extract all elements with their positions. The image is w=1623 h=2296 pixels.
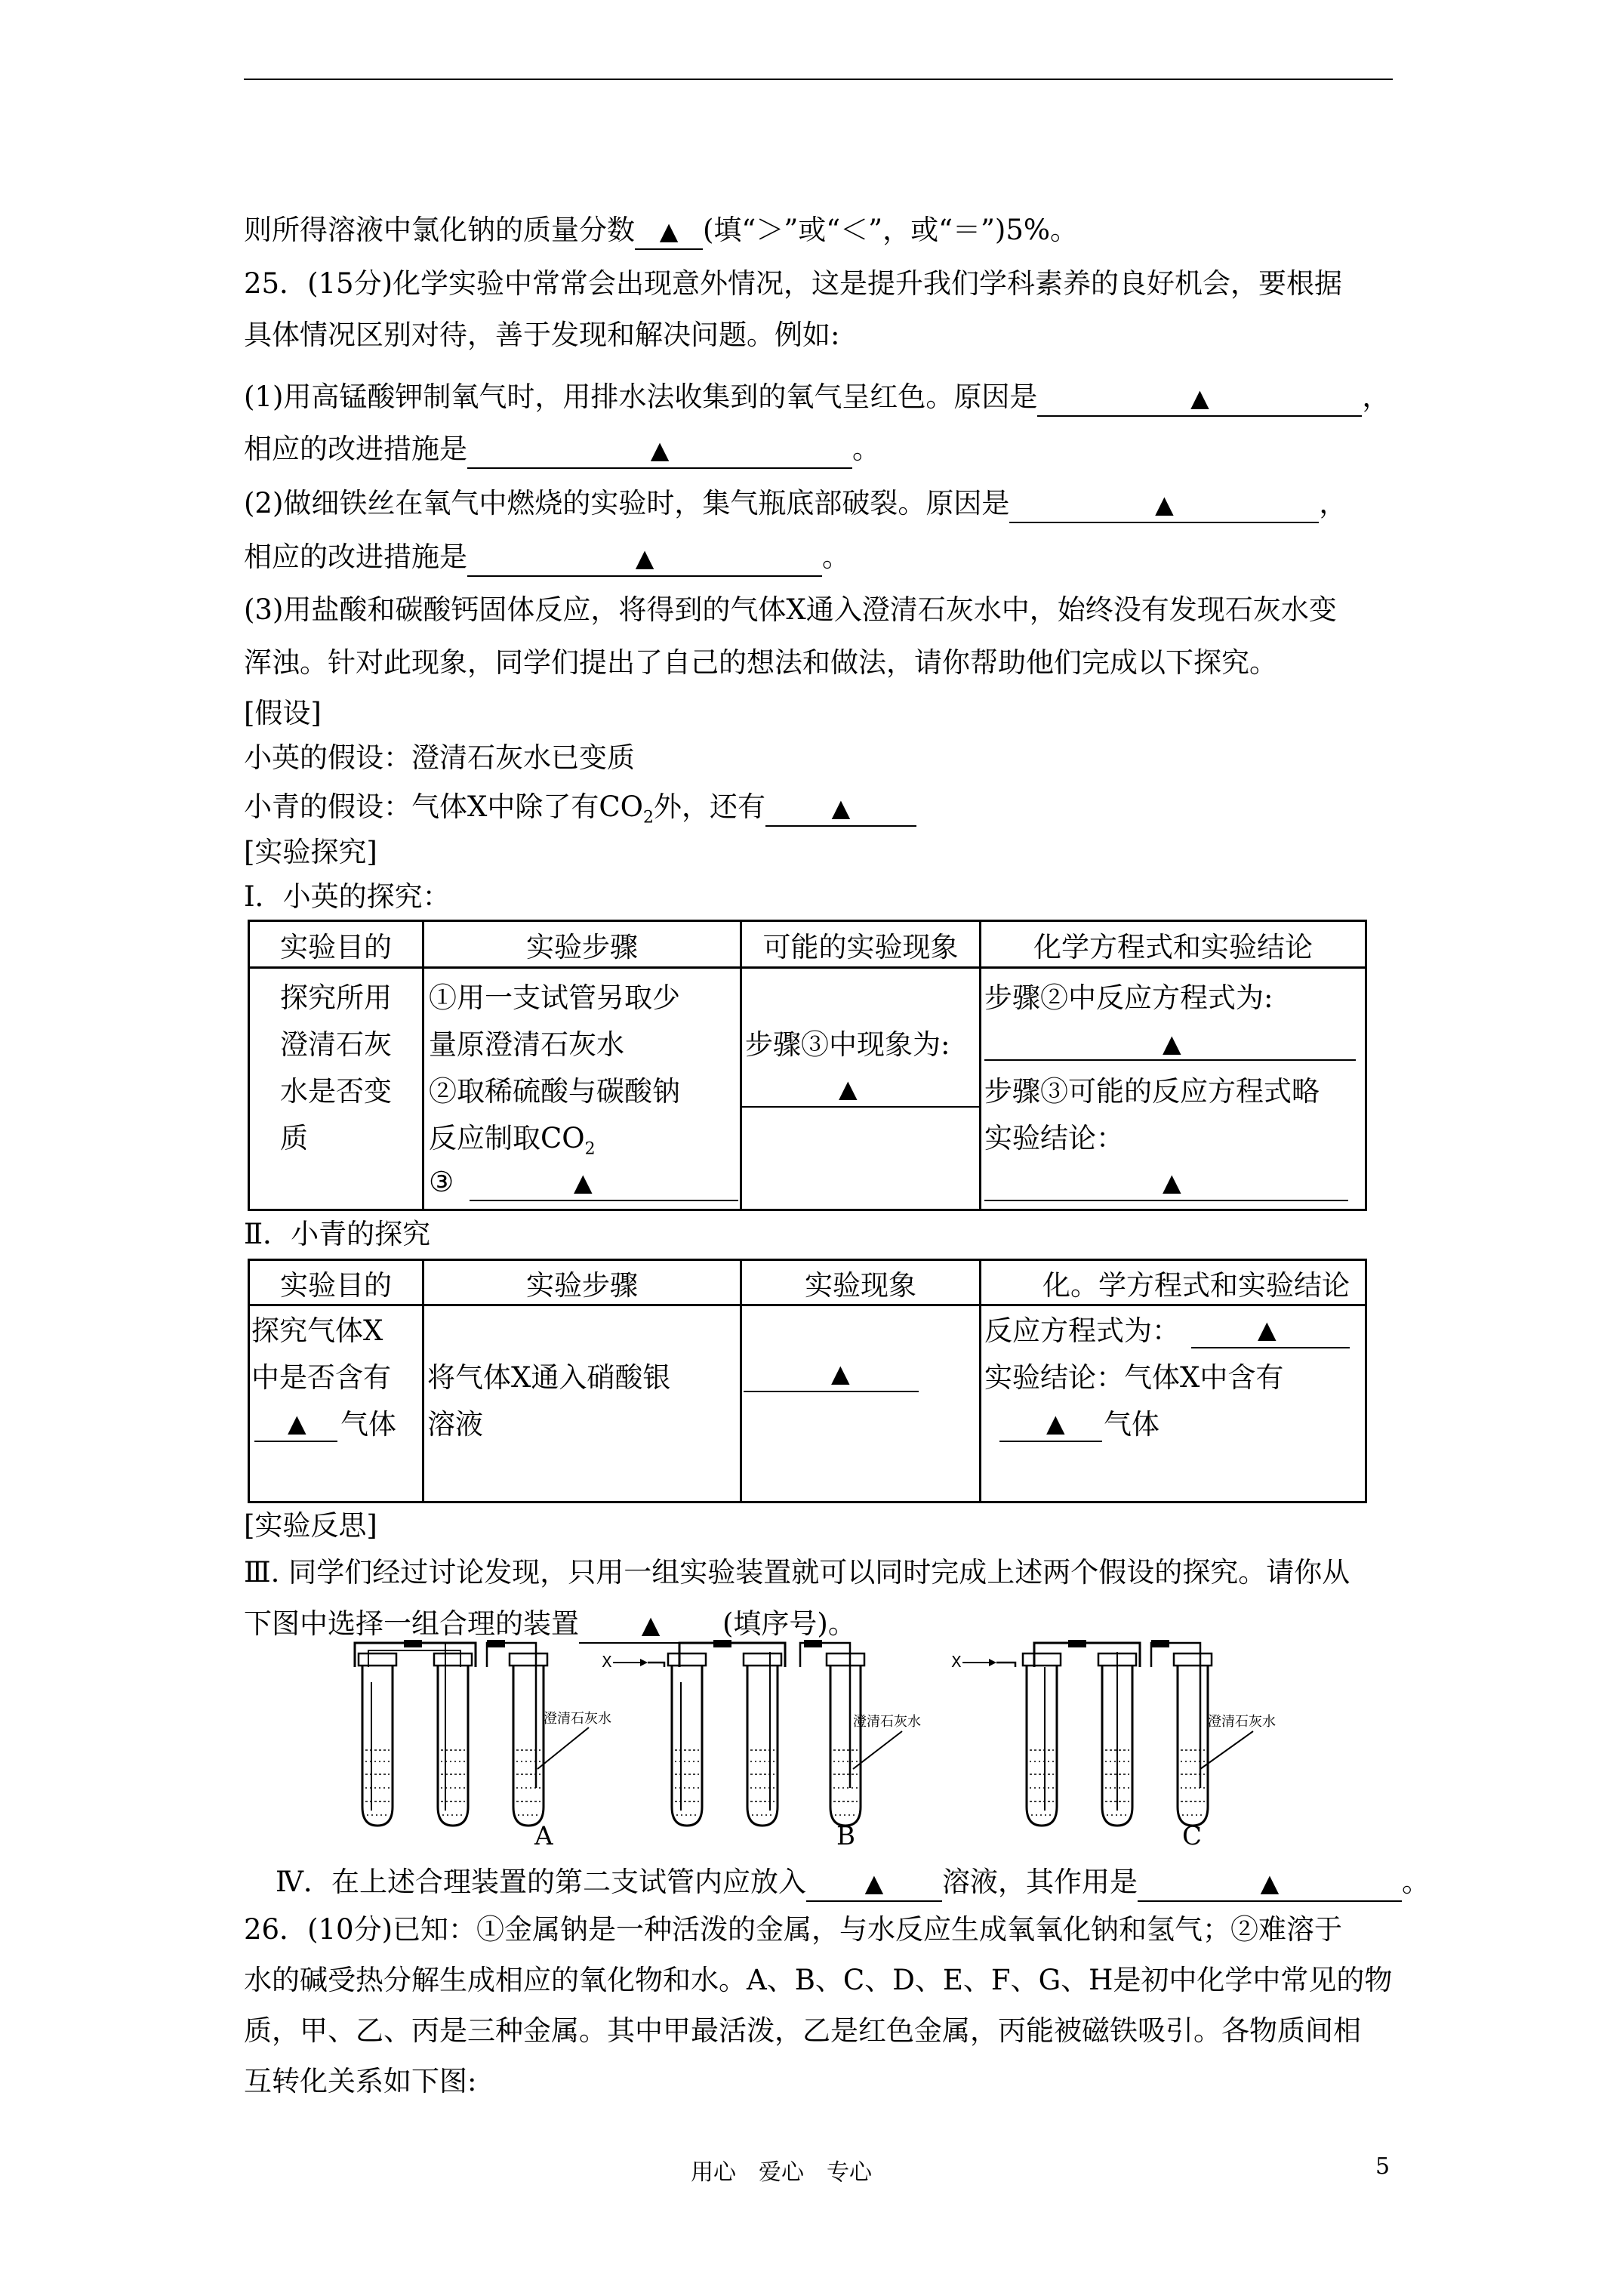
- q25-p1a: [244, 380, 1390, 417]
- page-number: 5: [1375, 2153, 1390, 2180]
- th-steps: 实验步骤: [423, 1260, 741, 1305]
- blank-triangle-icon: ▲: [1163, 1029, 1181, 1058]
- blank-triangle-icon: ▲: [659, 217, 679, 245]
- purpose-line: 中是否含有: [251, 1361, 391, 1394]
- q25-p3a: (3)用盐酸和碳酸钙固体反应，将得到的气体X通入澄清石灰水中，始终没有发现石灰水变: [244, 593, 1337, 626]
- part1-title: Ⅰ．小英的探究：: [244, 880, 451, 913]
- blank-triangle-icon: ▲: [288, 1409, 306, 1438]
- comma: ，: [1319, 487, 1347, 519]
- blank-triangle-icon: ▲: [635, 544, 654, 572]
- purpose-line: 水是否变: [280, 1075, 392, 1108]
- blank-triangle-icon: ▲: [1190, 384, 1209, 412]
- answer-underline[interactable]: [984, 1059, 1356, 1061]
- purpose-line: 探究所用: [280, 982, 392, 1014]
- step-line: ②取稀硫酸与碳酸钠: [429, 1075, 680, 1108]
- answer-underline[interactable]: [470, 1200, 738, 1201]
- header-rule: [244, 79, 1393, 80]
- cell-steps: [423, 1305, 741, 1502]
- reflect-p4-text: Ⅳ．在上述合理装置的第二支试管内应放入: [276, 1866, 806, 1898]
- blank-triangle-icon: ▲: [641, 1610, 661, 1639]
- answer-blank[interactable]: [467, 540, 822, 577]
- assume-1: 小英的假设：澄清石灰水已变质: [244, 741, 635, 774]
- blank-triangle-icon: ▲: [650, 436, 670, 464]
- blank-triangle-icon: ▲: [1163, 1168, 1181, 1197]
- explore-heading: [实验探究]: [244, 836, 377, 868]
- part2-title: Ⅱ．小青的探究: [244, 1218, 431, 1250]
- answer-blank[interactable]: [635, 213, 703, 250]
- table-header-row: [249, 921, 1366, 968]
- purpose-line: 澄清石灰: [280, 1028, 392, 1061]
- q25-p2a-text: (2)做细铁丝在氧气中燃烧的实验时，集气瓶底部破裂。原因是: [244, 487, 1010, 519]
- reflect-p3a: Ⅲ. 同学们经过讨论发现，只用一组实验装置就可以同时完成上述两个假设的探究。请你从: [244, 1556, 1350, 1589]
- answer-blank[interactable]: [1009, 486, 1319, 523]
- subscript: 2: [584, 1139, 596, 1159]
- answer-underline[interactable]: [1191, 1347, 1350, 1348]
- assume2-text: 小青的假设：气体X中除了有CO: [244, 791, 643, 823]
- step-text: 反应制取CO: [429, 1122, 585, 1154]
- assume-2: [244, 790, 916, 835]
- step-line: ③: [429, 1166, 454, 1198]
- reflect-p3b-text: 下图中选择一组合理的装置: [244, 1607, 579, 1640]
- step-line: 将气体X通入硝酸银: [427, 1361, 671, 1394]
- q26-line4: 互转化关系如下图:: [244, 2065, 477, 2097]
- gas-x-label: X: [951, 1653, 962, 1671]
- cell-phenomenon: [741, 1305, 981, 1502]
- blank-triangle-icon: ▲: [864, 1869, 884, 1897]
- intro-tail: (填“＞”或“＜”，或“＝”)5%。: [703, 214, 1079, 246]
- blank-triangle-icon: ▲: [831, 794, 851, 822]
- answer-underline[interactable]: [984, 1200, 1348, 1201]
- step-line: ①用一支试管另取少: [429, 982, 680, 1014]
- assume2-tail: 外，还有: [653, 791, 765, 823]
- caption-b: B: [836, 1821, 855, 1851]
- fig-label: 澄清石灰水: [1208, 1714, 1276, 1730]
- q25-p1b-text: 相应的改进措施是: [244, 433, 467, 465]
- answer-blank[interactable]: [1037, 380, 1362, 417]
- conclusion-line: 气体: [1104, 1408, 1160, 1441]
- period: 。: [1401, 1866, 1430, 1898]
- caption-a: A: [534, 1821, 553, 1851]
- reflect-heading: [实验反思]: [244, 1509, 377, 1542]
- cell-conclusion: [981, 968, 1366, 1210]
- reflect-p3b-tail: (填序号)。: [722, 1607, 856, 1640]
- cell-steps: [423, 968, 741, 1210]
- purpose-line: 质: [280, 1122, 308, 1154]
- conclusion-line: 反应方程式为：: [984, 1314, 1180, 1347]
- answer-underline[interactable]: [999, 1441, 1102, 1442]
- table-row: [249, 968, 1366, 1210]
- blank-triangle-icon: ▲: [574, 1168, 593, 1197]
- answer-blank[interactable]: [467, 432, 852, 469]
- th-conclusion: 化。学方程式和实验结论: [981, 1260, 1366, 1305]
- blank-triangle-icon: ▲: [831, 1359, 850, 1388]
- answer-blank[interactable]: [765, 790, 916, 827]
- cell-phenomenon: [741, 968, 981, 1210]
- conclusion-line: 步骤③可能的反应方程式略: [984, 1075, 1320, 1108]
- blank-triangle-icon: ▲: [839, 1074, 858, 1103]
- th-purpose: 实验目的: [249, 921, 423, 968]
- phenomenon-text: 步骤③中现象为:: [745, 1028, 950, 1061]
- q25-p2b: [244, 540, 850, 577]
- intro-line: [244, 213, 1078, 250]
- th-purpose: 实验目的: [249, 1260, 423, 1305]
- period: 。: [822, 541, 850, 573]
- th-phenomenon: 可能的实验现象: [741, 921, 981, 968]
- q26-line1: 26．(10分)已知：①金属钠是一种活泼的金属，与水反应生成氧氧化钠和氢气；②难溶于: [244, 1913, 1343, 1946]
- answer-underline[interactable]: [254, 1441, 337, 1442]
- gas-x-label: X: [602, 1653, 612, 1671]
- q25-line2: 具体情况区别对待，善于发现和解决问题。例如:: [244, 319, 840, 351]
- q25-p1a-text: (1)用高锰酸钾制氧气时，用排水法收集到的氧气呈红色。原因是: [244, 381, 1038, 413]
- comma: ，: [1362, 381, 1390, 413]
- apparatus-a: [355, 1640, 611, 1826]
- table-header-row: [249, 1260, 1366, 1305]
- cell-purpose: [249, 1305, 423, 1502]
- reflect-p4-mid: 溶液，其作用是: [941, 1866, 1138, 1898]
- q25-line1: 25．(15分)化学实验中常常会出现意外情况，这是提升我们学科素养的良好机会，要根据: [244, 267, 1343, 300]
- q25-p2a: [244, 486, 1347, 523]
- answer-blank[interactable]: [1138, 1865, 1402, 1902]
- assume-heading: [假设]: [244, 697, 322, 729]
- blank-triangle-icon: ▲: [1046, 1409, 1065, 1438]
- intro-text: 则所得溶液中氯化钠的质量分数: [244, 214, 635, 246]
- apparatus-figure: [332, 1637, 1336, 1833]
- th-steps: 实验步骤: [423, 921, 741, 968]
- purpose-line: 气体: [340, 1408, 396, 1441]
- q25-p2b-text: 相应的改进措施是: [244, 541, 467, 573]
- conclusion-line: 步骤②中反应方程式为:: [984, 982, 1273, 1014]
- purpose-line: 探究气体X: [251, 1314, 383, 1347]
- answer-blank[interactable]: [806, 1865, 942, 1902]
- reflect-p4: [276, 1865, 1430, 1902]
- period: 。: [852, 433, 880, 465]
- blank-triangle-icon: ▲: [1260, 1869, 1280, 1897]
- fig-label: 澄清石灰水: [853, 1714, 921, 1730]
- caption-c: C: [1182, 1821, 1203, 1851]
- subscript: 2: [642, 808, 654, 827]
- cell-conclusion: [981, 1305, 1366, 1502]
- apparatus-c: [951, 1640, 1276, 1826]
- conclusion-line: 实验结论：气体X中含有: [984, 1361, 1284, 1394]
- q25-p3b: 浑浊。针对此现象，同学们提出了自己的想法和做法，请你帮助他们完成以下探究。: [244, 646, 1277, 679]
- answer-underline[interactable]: [744, 1391, 919, 1392]
- conclusion-line: 实验结论：: [984, 1122, 1124, 1154]
- footer-motto: 用心 爱心 专心: [691, 2159, 872, 2186]
- q25-p1b: [244, 432, 880, 469]
- answer-underline[interactable]: [742, 1106, 979, 1108]
- apparatus-b: [602, 1640, 921, 1826]
- th-conclusion: 化学方程式和实验结论: [981, 921, 1366, 968]
- fig-label: 澄清石灰水: [544, 1711, 611, 1727]
- table-xiaoying: [248, 920, 1367, 1211]
- q26-line3: 质，甲、乙、丙是三种金属。其中甲最活泼，乙是红色金属，丙能被磁铁吸引。各物质间相: [244, 2014, 1361, 2047]
- th-phenomenon: 实验现象: [741, 1260, 981, 1305]
- blank-triangle-icon: ▲: [1258, 1315, 1277, 1344]
- blank-triangle-icon: ▲: [1155, 490, 1174, 519]
- step-line: 量原澄清石灰水: [429, 1028, 624, 1061]
- cell-purpose: [249, 968, 423, 1210]
- table-xiaoqing: [248, 1259, 1367, 1503]
- step-line: 溶液: [427, 1408, 483, 1441]
- q26-line2: 水的碱受热分解生成相应的氧化物和水。A、B、C、D、E、F、G、H是初中化学中常见的物: [244, 1964, 1393, 1996]
- table-row: [249, 1305, 1366, 1502]
